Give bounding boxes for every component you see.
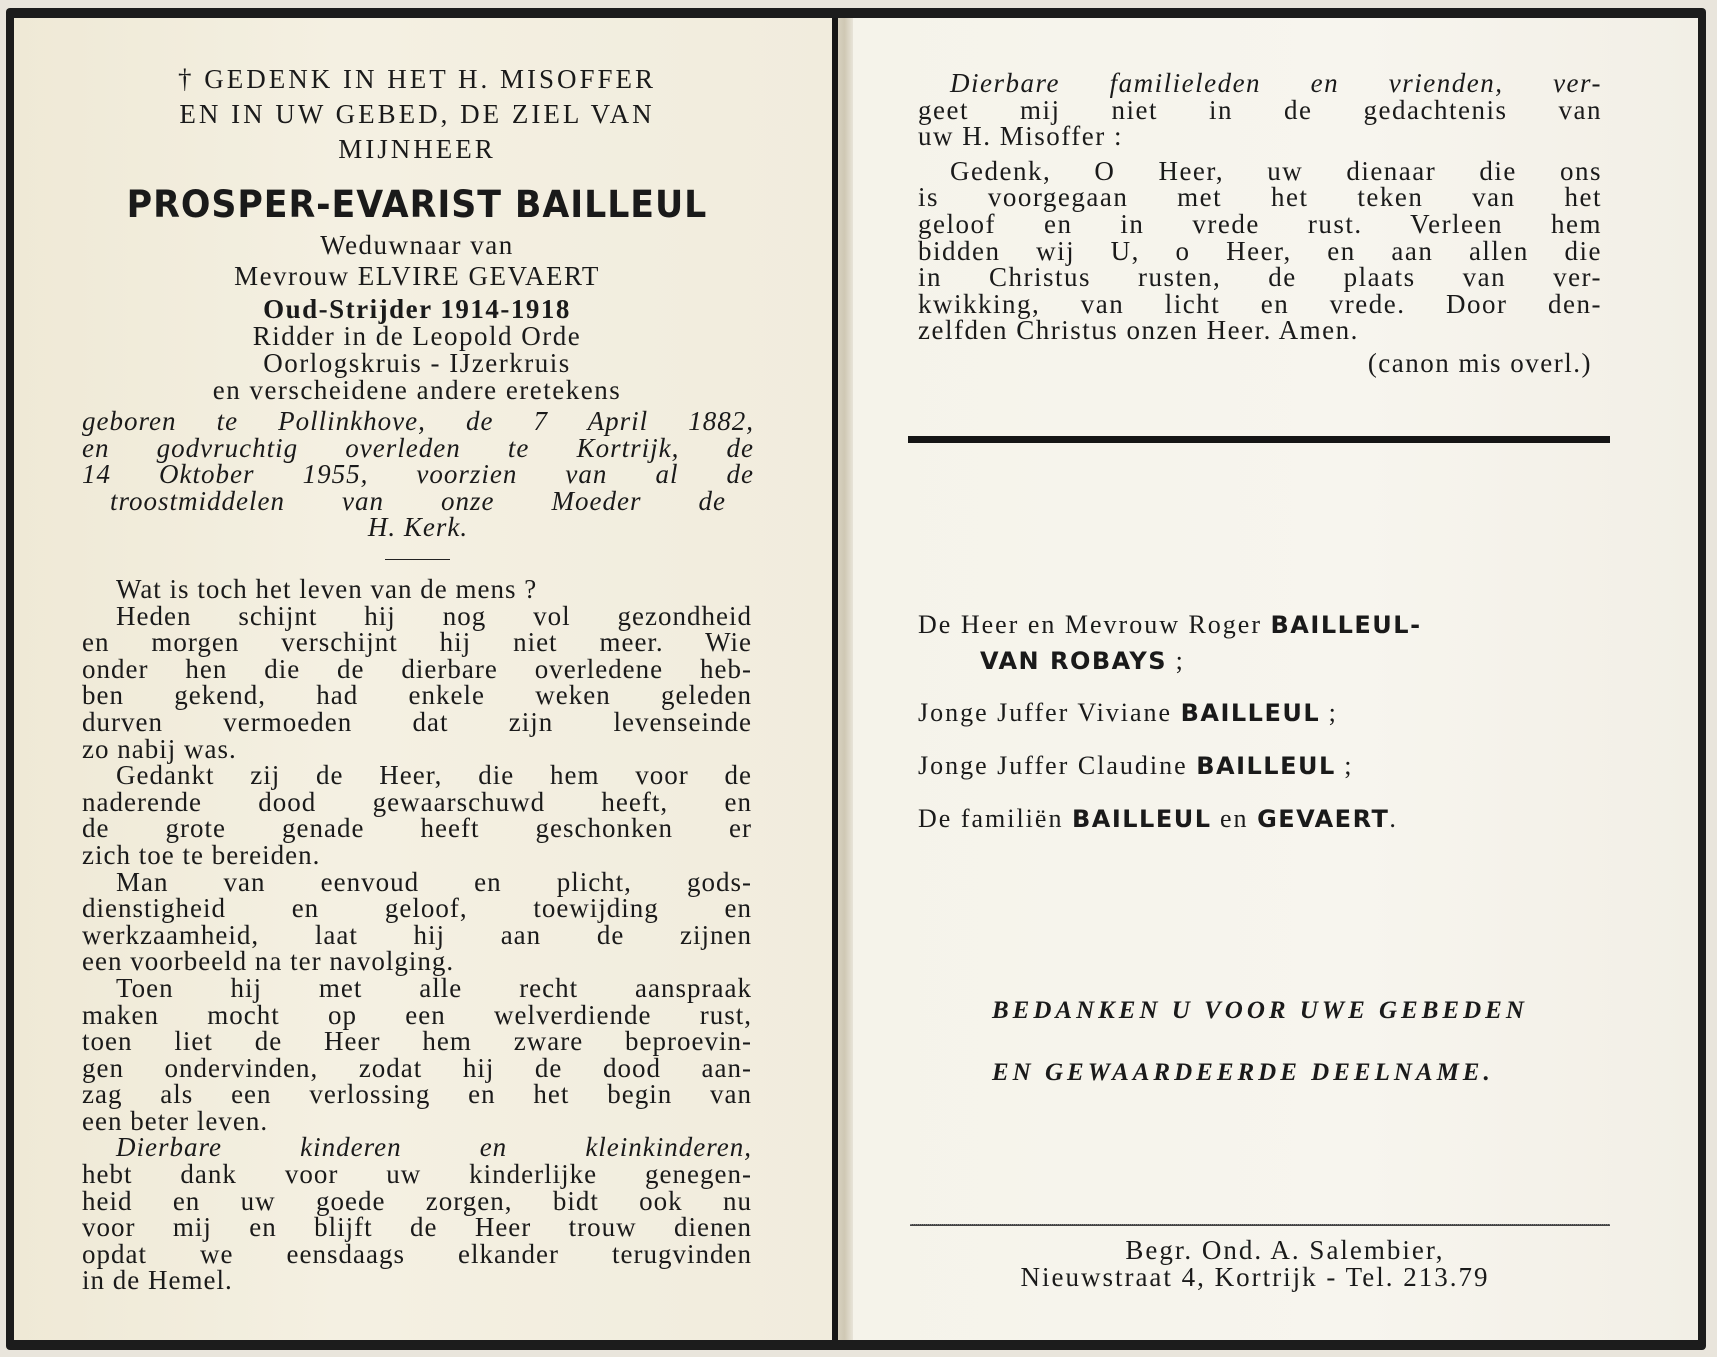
text-line: onder hen die de dierbare overledene heb- [82,653,752,684]
text-line: in Christus rusten, de plaats van ver- [918,262,1602,293]
title-line: Ridder in de Leopold Orde [252,321,582,351]
text-line: ben gekend, had enkele weken geleden [82,680,752,711]
text-line: voor mij en blijft de Heer trouw dienen [82,1212,752,1243]
header-line: MIJNHEER [338,134,496,164]
titles [78,232,756,404]
header-line: † GEDENK IN HET H. MISOFFER [177,64,656,94]
family-line [918,646,1618,698]
text-line: Wat is toch het leven van de mens ? [116,574,538,604]
text-line: zelfden Christus onzen Heer. Amen. [918,315,1359,346]
card-fold [836,18,853,1340]
printer-line: Nieuwstraat 4, Kortrijk - Tel. 213.79 [1020,1262,1490,1292]
text-line: toen liet de Heer hem zware beproevin- [82,1026,752,1057]
family-text: ; [1167,646,1185,675]
thanks-line: EN GEWAARDEERDE DEELNAME. [992,1059,1494,1086]
family-text: De Heer en Mevrouw Roger [918,610,1271,639]
printer-line: Begr. Ond. A. Salembier, [1125,1235,1445,1265]
text-line: bidden wij U, o Heer, en aan allen die [918,235,1602,266]
family-text: Jonge Juffer Viviane [918,698,1181,727]
family-surname: BAILLEUL- [1270,611,1422,639]
text-line: en morgen verschijnt hij niet meer. Wie [82,627,752,658]
text-line: Gedankt zij de Heer, die hem voor de [116,760,752,791]
text-line: Heden schijnt hij nog vol gezondheid [116,600,752,631]
text-line: Gedenk, O Heer, uw dienaar die ons [950,155,1602,186]
text-line: een voorbeeld na ter navolging. [82,946,455,977]
text-line: naderende dood gewaarschuwd heeft, en [82,786,752,817]
text-line: troostmiddelen van onze Moeder de [110,485,726,516]
eulogy-text [82,576,752,1294]
text-line: is voorgegaan met het teken van het [918,182,1602,213]
text-line: kwikking, van licht en vrede. Door den- [918,288,1602,319]
text-line: Dierbare kinderen en kleinkinderen, [116,1132,752,1163]
fold-line [832,18,838,1340]
text-line: geet mij niet in de gedachtenis van [918,94,1602,125]
thanks-line: BEDANKEN U VOOR UWE GEBEDEN [992,997,1528,1024]
header [78,62,756,167]
family-text: en [1211,804,1258,833]
prayer-text [918,70,1602,377]
footer-divider [910,1224,1610,1226]
printer-info [905,1237,1605,1291]
family-surname: BAILLEUL [1071,805,1212,833]
text-line: geloof en in vrede rust. Verleen hem [918,208,1602,239]
text-line: 14 Oktober 1955, voorzien van al de [82,459,754,489]
family-surname: VAN ROBAYS [980,647,1168,675]
text-line: de grote genade heeft geschonken er [82,813,752,844]
family-text: ; [1335,751,1354,780]
text-line: dienstigheid en geloof, toewijding en [82,893,752,924]
text-line: uw H. Misoffer : [918,121,1123,152]
family-text: De familiën [918,804,1072,833]
text-line: werkzaamheid, laat hij aan de zijnen [82,919,752,950]
text-line: in de Hemel. [82,1265,233,1296]
family-line [918,698,1618,751]
family-text: Jonge Juffer Claudine [918,751,1197,780]
family-line [918,610,1618,646]
prayer-source: (canon mis overl.) [1367,347,1592,378]
family-list [918,610,1618,834]
text-line: gen ondervinden, zodat hij de dood aan- [82,1052,752,1083]
family-line [918,751,1618,804]
text-line: hebt dank voor uw kinderlijke genegen- [82,1159,752,1190]
title-line: Oud-Strijder 1914-1918 [263,294,571,324]
text-line: Dierbare familieleden en vrienden, ver- [950,68,1602,98]
title-line: en verscheidene andere eretekens [212,375,622,405]
text-line: zich toe te bereiden. [82,839,321,870]
family-text: ; [1320,698,1338,727]
text-line: zo nabij was. [82,733,237,764]
text-line: maken mocht op een welverdiende rust, [82,999,752,1030]
text-line: een beter leven. [82,1105,269,1136]
birth-death-text [82,408,754,541]
text-line: zag als een verlossing en het begin van [82,1079,752,1110]
text-line: H. Kerk. [367,512,469,542]
text-line: durven vermoeden dat zijn levenseinde [82,706,752,737]
family-text: . [1389,804,1398,833]
divider [385,559,450,560]
family-line [918,804,1618,834]
title-line: Weduwnaar van [320,230,514,260]
text-line: Man van eenvoud en plicht, gods- [116,866,752,897]
text-line: geboren te Pollinkhove, de 7 April 1882, [82,406,754,436]
text-line: heid en uw goede zorgen, bidt ook nu [82,1185,752,1216]
text-line: Toen hij met alle recht aanspraak [116,972,752,1003]
thick-divider [908,436,1610,443]
title-line: Oorlogskruis - IJzerkruis [263,348,571,378]
header-line: EN IN UW GEBED, DE ZIEL VAN [179,99,655,129]
deceased-name: PROSPER-EVARIST BAILLEUL [126,183,708,226]
text-line: opdat we eensdaags elkander terugvinden [82,1238,752,1269]
text-line: en godvruchtig overleden te Kortrijk, de [82,432,754,463]
thanks-text [992,997,1612,1087]
family-surname: GEVAERT [1257,805,1390,833]
title-line: Mevrouw ELVIRE GEVAERT [234,261,600,291]
family-surname: BAILLEUL [1196,752,1336,780]
family-surname: BAILLEUL [1180,699,1321,727]
